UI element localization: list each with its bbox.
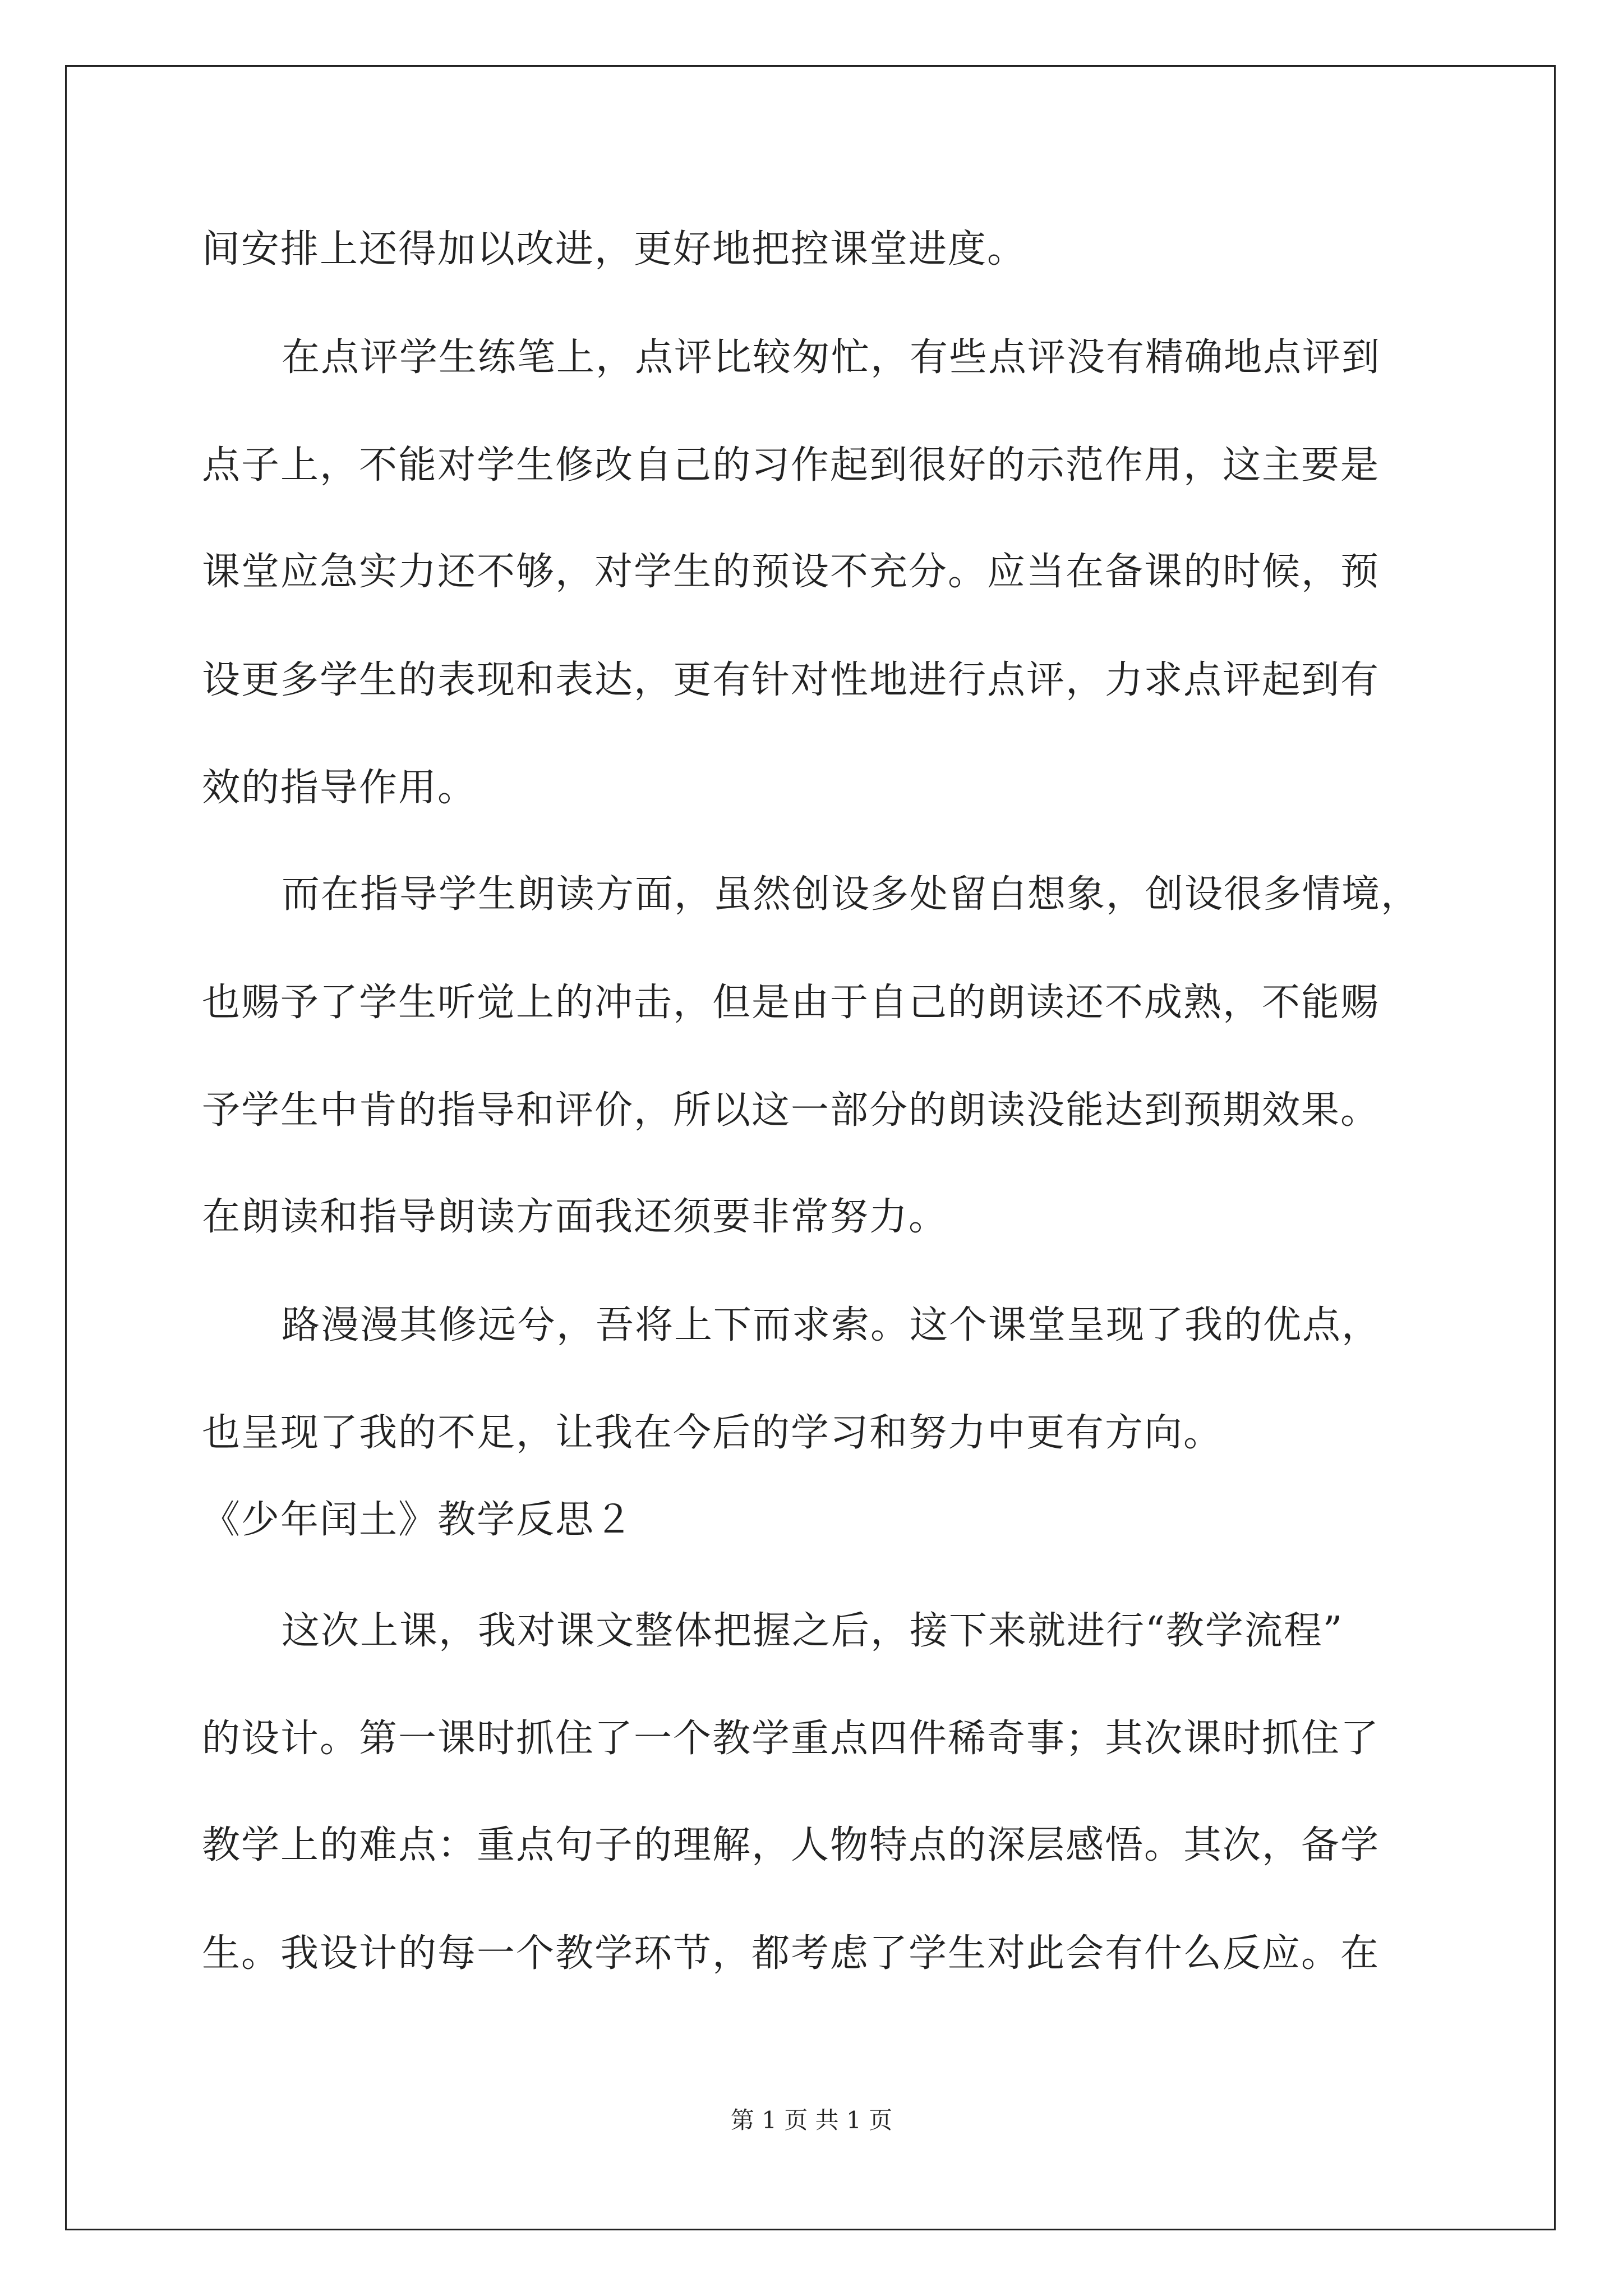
text-line: 设更多学生的表现和表达，更有针对性地进行点评，力求点评起到有 bbox=[202, 658, 1380, 702]
text-line: 教学上的难点：重点句子的理解，人物特点的深层感悟。其次，备学 bbox=[202, 1823, 1380, 1867]
paragraph-line: 这次上课，我对课文整体把握之后，接下来就进行“教学流程” bbox=[282, 1609, 1344, 1653]
text-line: 也赐予了学生听觉上的冲击，但是由于自己的朗读还不成熟，不能赐 bbox=[202, 981, 1380, 1025]
text-line: 在朗读和指导朗读方面我还须要非常努力。 bbox=[202, 1195, 948, 1239]
page-footer: 第 1 页 共 1 页 bbox=[730, 2106, 893, 2134]
text-line: 予学生中肯的指导和评价，所以这一部分的朗读没能达到预期效果。 bbox=[202, 1088, 1380, 1133]
text-line: 的设计。第一课时抓住了一个教学重点四件稀奇事；其次课时抓住了 bbox=[202, 1717, 1380, 1761]
text-line: 课堂应急实力还不够，对学生的预设不充分。应当在备课的时候，预 bbox=[202, 550, 1380, 594]
paragraph-line: 在点评学生练笔上，点评比较匆忙，有些点评没有精确地点评到 bbox=[282, 335, 1381, 380]
text-line: 生。我设计的每一个教学环节，都考虑了学生对此会有什么反应。在 bbox=[202, 1931, 1380, 1976]
text-line: 效的指导作用。 bbox=[202, 766, 477, 810]
paragraph-line: 而在指导学生朗读方面，虽然创设多处留白想象，创设很多情境， bbox=[282, 872, 1421, 917]
text-line: 点子上，不能对学生修改自己的习作起到很好的示范作用，这主要是 bbox=[202, 443, 1380, 487]
text-line: 也呈现了我的不足，让我在今后的学习和努力中更有方向。 bbox=[202, 1411, 1223, 1455]
paragraph-line: 路漫漫其修远兮，吾将上下而求索。这个课堂呈现了我的优点， bbox=[282, 1303, 1381, 1347]
page-border bbox=[65, 65, 1556, 2230]
text-line: 间安排上还得加以改进，更好地把控课堂进度。 bbox=[202, 227, 1027, 272]
section-heading: 《少年闰土》教学反思２ bbox=[202, 1498, 634, 1542]
